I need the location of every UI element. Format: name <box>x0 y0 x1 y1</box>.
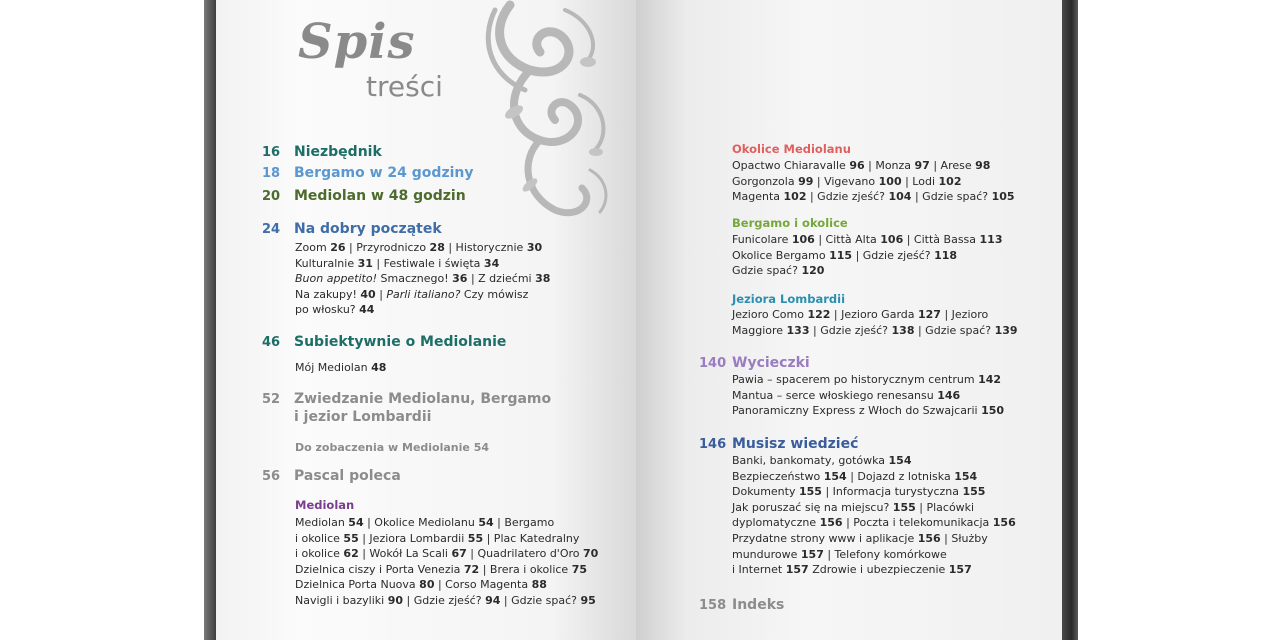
subentry-line: i Internet 157 Zdrowie i ubezpieczenie 157 <box>732 563 972 577</box>
subentry-line: Navigli i bazyliki 90 | Gdzie zjeść? 94 | Gdzie spać? 95 <box>295 593 596 607</box>
subentry-line: i okolice 62 | Wokół La Scali 67 | Quadrilatero d'Oro 70 <box>295 547 599 561</box>
subentry-line: Na zakupy! 40 | Parli italiano? Czy mówisz <box>295 287 529 301</box>
subentry-line: Magenta 102 | Gdzie zjeść? 104 | Gdzie spać? 105 <box>732 190 1015 204</box>
subentry-line: Mantua – serce włoskiego renesansu 146 <box>732 388 961 402</box>
subentry-line: Gdzie spać? 120 <box>732 264 825 278</box>
subentry-line: Gorgonzola 99 | Vigevano 100 | Lodi 102 <box>732 174 962 188</box>
subentry-line: Zoom 26 | Przyrodniczo 28 | Historycznie 30 <box>295 241 543 254</box>
page-number: 24 <box>262 222 281 237</box>
subsection-jeziora-lombardii: Jeziora Lombardii <box>732 292 846 306</box>
page-number: 20 <box>262 189 281 204</box>
subentry-line: Pawia – spacerem po historycznym centrum 142 <box>732 373 1002 386</box>
toc-title-spis: Spis <box>298 14 416 70</box>
subentry-line: Funicolare 106 | Città Alta 106 | Città Bassa 113 <box>732 233 1003 246</box>
section-title: Wycieczki <box>732 355 810 371</box>
subentry-line: Mój Mediolan 48 <box>295 361 387 374</box>
page-number: 158 <box>699 598 727 613</box>
subentries-wycieczki <box>732 372 1004 419</box>
subentries-mediolan <box>295 515 598 609</box>
subentry-line: Panoramiczny Express z Włoch do Szwajcarii 150 <box>732 404 1005 418</box>
toc-title-tresci: treści <box>366 70 443 103</box>
swirl-ornament-icon <box>470 0 620 230</box>
section-title-line2: i jezior Lombardii <box>294 409 432 425</box>
subentry-line: Dokumenty 155 | Informacja turystyczna 155 <box>732 485 986 499</box>
section-title: Musisz wiedzieć <box>732 436 859 452</box>
subentries-zwiedzanie: Do zobaczenia w Mediolanie 54 <box>295 441 490 454</box>
section-title: Na dobry początek <box>294 221 442 237</box>
subentry-line: Okolice Bergamo 115 | Gdzie zjeść? 118 <box>732 248 958 262</box>
page-number: 46 <box>262 335 281 350</box>
page-number: 18 <box>262 166 281 181</box>
section-title: Subiektywnie o Mediolanie <box>294 334 507 350</box>
subentries-subiektywnie <box>295 360 386 376</box>
subentries-na-dobry-poczatek <box>295 240 550 318</box>
subentry-line: Przydatne strony www i aplikacje 156 | Służby <box>732 531 988 545</box>
page-number: 16 <box>262 145 281 160</box>
page-number: 52 <box>262 392 281 407</box>
subentry-line: i okolice 55 | Jeziora Lombardii 55 | Plac Katedralny <box>295 531 580 545</box>
section-title: Mediolan w 48 godzin <box>294 188 466 204</box>
subentry-line: Jezioro Como 122 | Jezioro Garda 127 | Jezioro <box>732 308 989 321</box>
page-number: 140 <box>699 356 727 371</box>
subentry-line: Dzielnica Porta Nuova 80 | Corso Magenta 88 <box>295 578 547 592</box>
subentry-line: Mediolan 54 | Okolice Mediolanu 54 | Bergamo <box>295 516 555 529</box>
book-cover-edge-right <box>1062 0 1078 640</box>
subentry-line: Dzielnica ciszy i Porta Venezia 72 | Brera i okolice 75 <box>295 562 587 576</box>
subentry-line: Banki, bankomaty, gotówka 154 <box>732 454 912 467</box>
book-cover-edge-left <box>204 0 216 640</box>
section-title: Bergamo w 24 godziny <box>294 165 474 181</box>
subentry-line: Jak poruszać się na miejscu? 155 | Placówki <box>732 500 975 514</box>
subentry-line: mundurowe 157 | Telefony komórkowe <box>732 547 947 561</box>
subentry-line: Kulturalnie 31 | Festiwale i święta 34 <box>295 256 500 270</box>
subentry-line: Bezpieczeństwo 154 | Dojazd z lotniska 154 <box>732 469 978 483</box>
section-title-line1: Zwiedzanie Mediolanu, Bergamo <box>294 391 552 407</box>
section-title: Pascal poleca <box>294 468 401 484</box>
subentry-line: dyplomatyczne 156 | Poczta i telekomunikacja 156 <box>732 516 1016 530</box>
subentry-line: Buon appetito! Smacznego! 36 | Z dziećmi 38 <box>295 272 551 286</box>
subentries-bergamo-i-okolice <box>732 232 1003 279</box>
subentry-line: po włosku? 44 <box>295 303 375 317</box>
section-title: Niezbędnik <box>294 144 382 160</box>
page-number: 56 <box>262 469 281 484</box>
subentries-jeziora-lombardii <box>732 307 1018 338</box>
subentries-okolice-mediolanu <box>732 158 1015 205</box>
subsection-okolice-mediolanu: Okolice Mediolanu <box>732 142 851 156</box>
page-number: 146 <box>699 437 727 452</box>
section-title: Indeks <box>732 597 785 613</box>
subentries-musisz-wiedziec <box>732 453 1016 578</box>
subentry-line: Opactwo Chiaravalle 96 | Monza 97 | Arese 98 <box>732 159 991 172</box>
subsection-bergamo-i-okolice: Bergamo i okolice <box>732 216 848 230</box>
subsection-mediolan: Mediolan <box>295 498 355 512</box>
subentry-line: Maggiore 133 | Gdzie zjeść? 138 | Gdzie spać? 139 <box>732 323 1018 337</box>
